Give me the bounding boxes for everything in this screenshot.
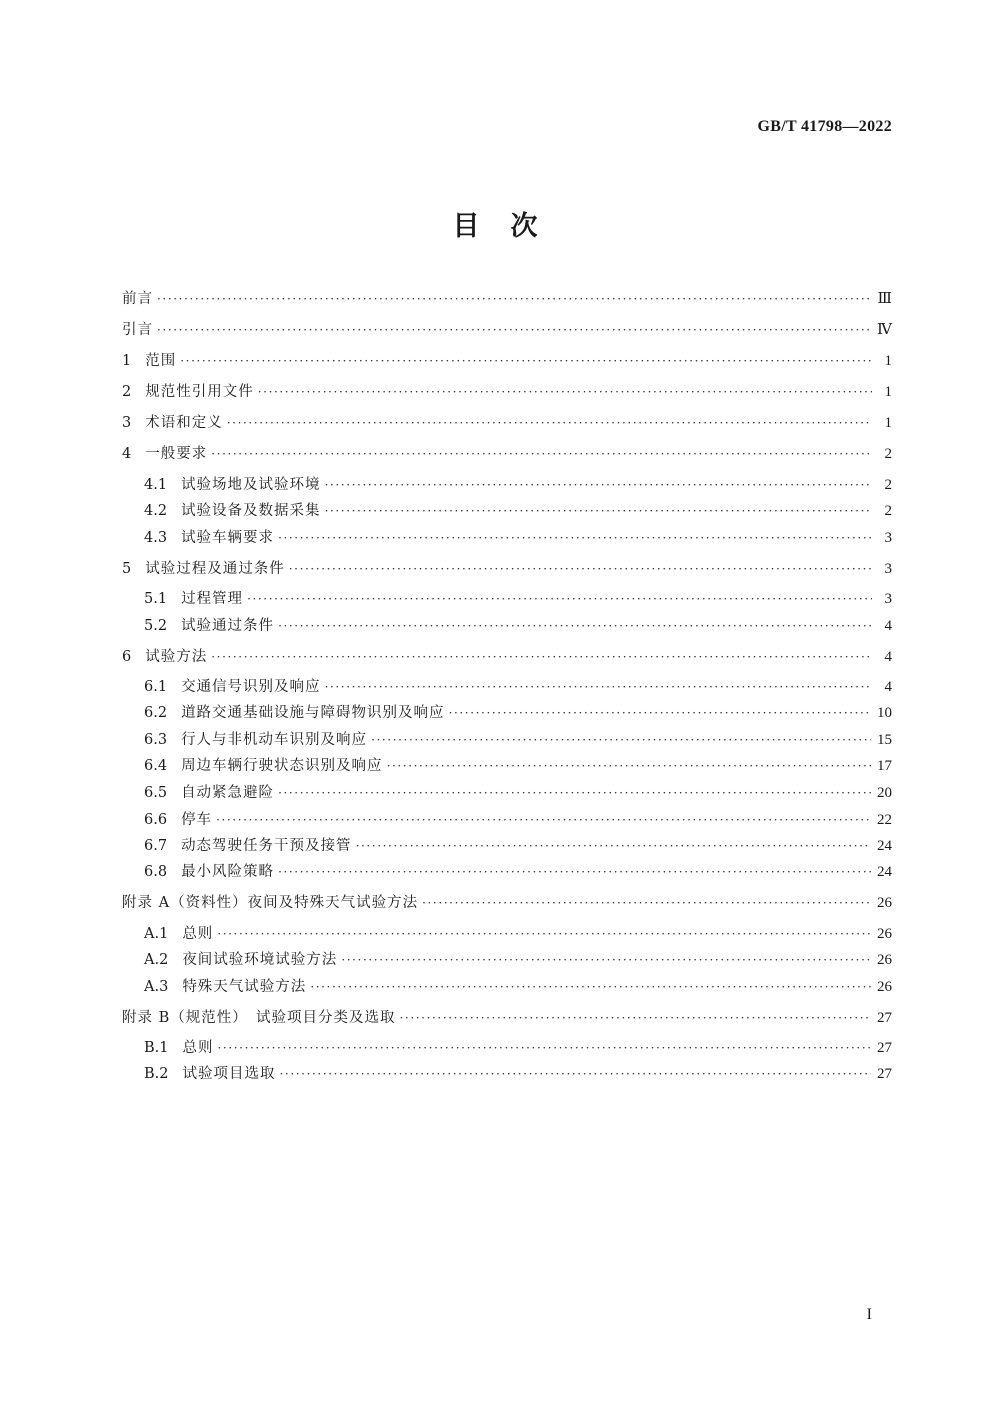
toc-entry-text: 附录 A（资料性）夜间及特殊天气试验方法 xyxy=(122,895,419,911)
toc-entry[interactable] xyxy=(122,350,892,372)
toc-entry-page: 10 xyxy=(877,705,892,721)
toc-leader-dots xyxy=(400,1007,871,1029)
toc-entry-label xyxy=(144,949,341,971)
toc-leader-dots xyxy=(180,350,872,372)
toc-entry-text: 范围 xyxy=(145,353,177,369)
toc-entry-text: 试验方法 xyxy=(145,649,208,665)
toc-entry-page: 17 xyxy=(877,758,892,774)
toc-entry-label xyxy=(144,729,371,751)
toc-leader-dots xyxy=(217,923,871,945)
toc-entry-number: 4.1 xyxy=(144,477,168,493)
page-title: 目 次 xyxy=(452,211,540,242)
toc-entry[interactable] xyxy=(122,949,892,971)
toc-leader-dots xyxy=(218,1037,872,1059)
toc-entry-page: 1 xyxy=(884,353,892,369)
toc-entry[interactable] xyxy=(122,1007,892,1029)
toc-entry[interactable] xyxy=(122,702,892,724)
toc-leader-dots xyxy=(325,474,872,496)
toc-entry[interactable] xyxy=(122,615,892,637)
toc-entry-label xyxy=(144,702,449,724)
toc-entry[interactable] xyxy=(122,809,892,831)
toc-entry-number: 6.5 xyxy=(144,785,168,801)
toc-entry-page: 4 xyxy=(884,618,892,634)
toc-entry-label xyxy=(144,976,310,998)
toc-leader-dots xyxy=(157,319,871,341)
toc-leader-dots xyxy=(258,381,872,403)
toc-entry-text: 试验过程及通过条件 xyxy=(145,561,285,577)
toc-entry-number: 5.1 xyxy=(144,591,168,607)
toc-entry-page: 26 xyxy=(877,952,892,968)
toc-entry-number: 2 xyxy=(122,384,132,400)
toc-entry-page: 1 xyxy=(884,384,892,400)
toc-leader-dots xyxy=(449,702,871,724)
toc-entry-number: 3 xyxy=(122,415,132,431)
toc-entry[interactable] xyxy=(122,319,892,341)
toc-entry-number: A.2 xyxy=(144,952,169,968)
toc-leader-dots xyxy=(216,809,871,831)
toc-entry-text: 引言 xyxy=(122,322,153,338)
toc-entry[interactable] xyxy=(122,676,892,698)
toc-entry[interactable] xyxy=(122,588,892,610)
toc-entry-label xyxy=(144,923,217,945)
toc-entry[interactable] xyxy=(122,558,892,580)
toc-entry-page: 2 xyxy=(884,477,892,493)
toc-entry-page: 4 xyxy=(884,679,892,695)
toc-entry-text: 自动紧急避险 xyxy=(181,785,275,801)
toc-entry-page: Ⅳ xyxy=(877,322,892,338)
toc-leader-dots xyxy=(289,558,872,580)
toc-entry-label xyxy=(144,500,325,522)
toc-leader-dots xyxy=(341,949,871,971)
toc-entry-page: 20 xyxy=(877,785,892,801)
toc-entry-page: Ⅲ xyxy=(877,291,892,307)
toc-entry-page: 3 xyxy=(884,530,892,546)
toc-entry-number: 6.1 xyxy=(144,679,168,695)
toc-entry[interactable] xyxy=(122,412,892,434)
toc-entry[interactable] xyxy=(122,923,892,945)
toc-leader-dots xyxy=(356,835,871,857)
toc-entry-text: 一般要求 xyxy=(145,446,208,462)
toc-entry-number: A.3 xyxy=(144,979,169,995)
toc-entry[interactable] xyxy=(122,381,892,403)
toc-entry-text: 规范性引用文件 xyxy=(145,384,254,400)
toc-entry-text: 试验场地及试验环境 xyxy=(181,477,321,493)
toc-entry-label xyxy=(122,892,422,914)
toc-entry[interactable] xyxy=(122,443,892,465)
toc-entry[interactable] xyxy=(122,474,892,496)
toc-entry-label xyxy=(144,527,278,549)
toc-leader-dots xyxy=(278,782,871,804)
toc-entry-page: 22 xyxy=(877,812,892,828)
toc-entry[interactable] xyxy=(122,976,892,998)
toc-entry-number: 1 xyxy=(122,353,132,369)
toc-entry-label xyxy=(122,319,157,341)
toc-entry-text: 最小风险策略 xyxy=(181,864,275,880)
toc-entry-label xyxy=(144,755,387,777)
toc-entry-text: 试验设备及数据采集 xyxy=(181,503,321,519)
toc-entry[interactable] xyxy=(122,500,892,522)
toc-entry-number: 6.2 xyxy=(144,705,168,721)
toc-entry-text: 特殊天气试验方法 xyxy=(182,979,307,995)
toc-entry-text: 过程管理 xyxy=(181,591,244,607)
toc-leader-dots xyxy=(325,676,872,698)
toc-entry-page: 26 xyxy=(877,895,892,911)
toc-leader-dots xyxy=(325,500,872,522)
toc-leader-dots xyxy=(387,755,871,777)
toc-entry-text: 行人与非机动车识别及响应 xyxy=(181,732,368,748)
toc-leader-dots xyxy=(310,976,871,998)
toc-entry-page: 15 xyxy=(877,732,892,748)
toc-entry-label xyxy=(122,350,180,372)
toc-entry-number: A.1 xyxy=(144,926,169,942)
toc-entry-label xyxy=(122,288,157,310)
toc-leader-dots xyxy=(278,861,871,883)
toc-entry-number: 6.7 xyxy=(144,838,168,854)
toc-leader-dots xyxy=(278,527,872,549)
toc-entry-label xyxy=(144,1063,280,1085)
toc-entry-page: 27 xyxy=(877,1040,892,1056)
toc-entry-number: 6.4 xyxy=(144,758,168,774)
toc-leader-dots xyxy=(211,443,872,465)
toc-entry-label xyxy=(122,381,258,403)
toc-entry-label xyxy=(122,558,289,580)
toc-entry-page: 2 xyxy=(884,446,892,462)
toc-entry-label xyxy=(144,474,325,496)
toc-entry-number: 5.2 xyxy=(144,618,168,634)
page-number: I xyxy=(866,1306,872,1323)
toc-entry-label xyxy=(144,676,325,698)
toc-entry-number: B.1 xyxy=(144,1040,169,1056)
toc-entry-text: 前言 xyxy=(122,291,153,307)
toc-leader-dots xyxy=(227,412,872,434)
toc-entry-page: 24 xyxy=(877,864,892,880)
toc-leader-dots xyxy=(371,729,871,751)
toc-entry-number: 6.8 xyxy=(144,864,168,880)
toc-entry-label xyxy=(122,646,211,668)
toc-entry-page: 26 xyxy=(877,926,892,942)
toc-entry-text: 术语和定义 xyxy=(145,415,223,431)
toc-entry-label xyxy=(144,835,356,857)
toc-leader-dots xyxy=(278,615,872,637)
toc-entry[interactable] xyxy=(122,892,892,914)
toc-leader-dots xyxy=(422,892,871,914)
toc-entry-page: 27 xyxy=(877,1010,892,1026)
toc-entry[interactable] xyxy=(122,288,892,310)
toc-entry-text: 试验项目选取 xyxy=(182,1066,276,1082)
toc-entry-text: 道路交通基础设施与障碍物识别及响应 xyxy=(181,705,445,721)
toc-entry-label xyxy=(144,809,216,831)
toc-entry[interactable] xyxy=(122,1037,892,1059)
toc-entry-label xyxy=(144,782,278,804)
toc-entry[interactable] xyxy=(122,729,892,751)
toc-entry-page: 27 xyxy=(877,1066,892,1082)
toc-entry-label xyxy=(144,1037,218,1059)
toc-entry-page: 4 xyxy=(884,649,892,665)
toc-entry-label xyxy=(122,1007,400,1029)
toc-entry-text: 停车 xyxy=(181,812,213,828)
toc-entry[interactable] xyxy=(122,1063,892,1085)
toc-entry-page: 3 xyxy=(884,591,892,607)
toc-entry-number: 6 xyxy=(122,649,132,665)
toc-entry-number: 4.2 xyxy=(144,503,168,519)
toc-entry-page: 26 xyxy=(877,979,892,995)
toc-entry-number: 5 xyxy=(122,561,132,577)
toc-entry-label xyxy=(122,412,227,434)
toc-entry-page: 3 xyxy=(884,561,892,577)
toc-entry-page: 24 xyxy=(877,838,892,854)
toc-entry-number: 4.3 xyxy=(144,530,168,546)
toc-entry-text: 试验通过条件 xyxy=(181,618,275,634)
toc-entry-text: 动态驾驶任务干预及接管 xyxy=(181,838,352,854)
toc-entry-number: 4 xyxy=(122,446,132,462)
toc-entry-text: 周边车辆行驶状态识别及响应 xyxy=(181,758,383,774)
toc-entry-label xyxy=(144,861,278,883)
toc-entry-text: 试验车辆要求 xyxy=(181,530,275,546)
toc-entry[interactable] xyxy=(122,755,892,777)
toc-entry[interactable] xyxy=(122,782,892,804)
toc-entry-page: 1 xyxy=(884,415,892,431)
toc-entry-number: 6.3 xyxy=(144,732,168,748)
toc-entry-text: 夜间试验环境试验方法 xyxy=(182,952,338,968)
toc-entry-label xyxy=(144,588,247,610)
toc-entry-page: 2 xyxy=(884,503,892,519)
toc-entry[interactable] xyxy=(122,527,892,549)
toc-entry-text: 总则 xyxy=(182,1040,214,1056)
toc-entry-number: B.2 xyxy=(144,1066,169,1082)
toc-entry-number: 6.6 xyxy=(144,812,168,828)
toc-entry-text: 总则 xyxy=(182,926,214,942)
toc-leader-dots xyxy=(157,288,872,310)
toc-entry-label xyxy=(144,615,278,637)
toc-leader-dots xyxy=(247,588,872,610)
toc-entry-label xyxy=(122,443,211,465)
toc-leader-dots xyxy=(280,1063,872,1085)
toc-leader-dots xyxy=(211,646,872,668)
standard-code: GB/T 41798—2022 xyxy=(757,118,892,135)
toc-entry[interactable] xyxy=(122,861,892,883)
toc-entry-text: 交通信号识别及响应 xyxy=(181,679,321,695)
toc-entry[interactable] xyxy=(122,646,892,668)
toc-entry-text: 附录 B（规范性） 试验项目分类及选取 xyxy=(122,1010,396,1026)
toc-entry[interactable] xyxy=(122,835,892,857)
